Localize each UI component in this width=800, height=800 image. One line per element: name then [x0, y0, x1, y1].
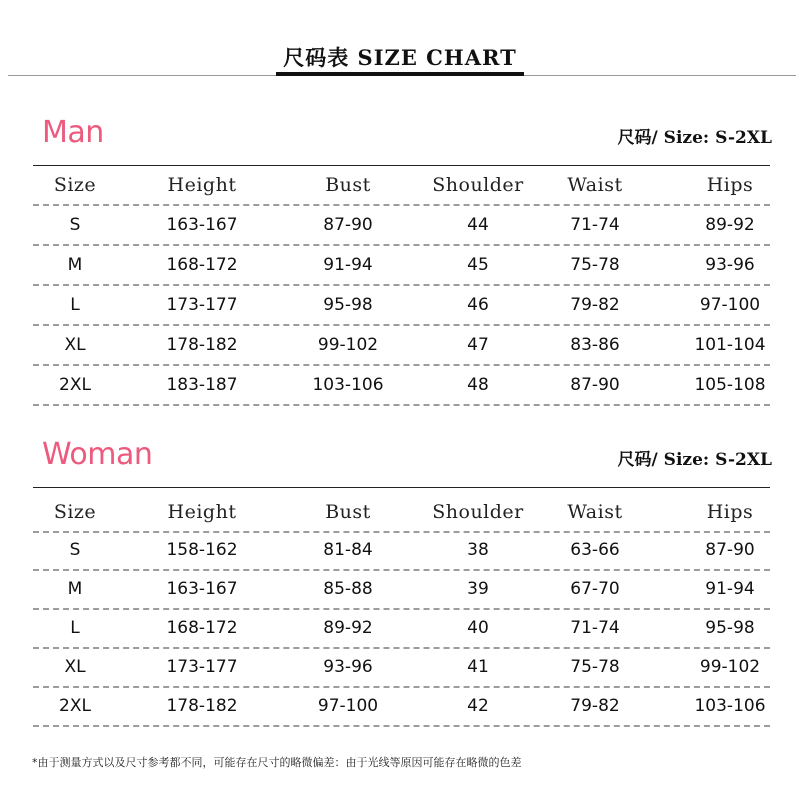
table-row: [33, 570, 770, 610]
column-header-size: Size: [53, 174, 97, 196]
cell-waist: 79-82: [570, 295, 620, 315]
table-row: [33, 687, 770, 727]
column-header-hips: Hips: [706, 174, 754, 196]
cell-shoulder: 38: [467, 540, 489, 560]
section-heading: Man: [42, 115, 104, 150]
cell-height: 173-177: [166, 657, 238, 677]
cell-hips: 95-98: [705, 618, 755, 638]
cell-hips: 105-108: [694, 375, 766, 395]
column-header-shoulder: Shoulder: [432, 501, 524, 523]
column-header-height: Height: [167, 501, 237, 523]
cell-hips: 97-100: [699, 295, 761, 315]
cell-waist: 75-78: [570, 657, 620, 677]
column-header-height: Height: [167, 174, 237, 196]
cell-hips: 101-104: [694, 335, 766, 355]
size-section-woman: [0, 437, 800, 737]
column-header-waist: Waist: [567, 174, 623, 196]
cell-waist: 87-90: [570, 375, 620, 395]
table-row: [33, 609, 770, 649]
section-heading: Woman: [42, 437, 153, 472]
cell-waist: 83-86: [570, 335, 620, 355]
column-header-bust: Bust: [325, 501, 371, 523]
table-row: [33, 246, 770, 286]
cell-size: XL: [64, 335, 86, 355]
table-row: [33, 286, 770, 326]
size-range-label: 尺码/ Size: S-2XL: [617, 450, 772, 470]
table-header-row: [33, 493, 770, 533]
cell-height: 178-182: [166, 335, 238, 355]
cell-size: L: [70, 295, 80, 315]
cell-size: L: [70, 618, 80, 638]
cell-bust: 97-100: [317, 696, 379, 716]
cell-bust: 91-94: [323, 255, 373, 275]
column-header-hips: Hips: [706, 501, 754, 523]
cell-bust: 81-84: [323, 540, 373, 560]
cell-shoulder: 44: [467, 215, 489, 235]
cell-shoulder: 39: [467, 579, 489, 599]
cell-hips: 103-106: [694, 696, 766, 716]
cell-height: 168-172: [166, 618, 238, 638]
size-range-label: 尺码/ Size: S-2XL: [617, 128, 772, 148]
column-header-shoulder: Shoulder: [432, 174, 524, 196]
measurement-disclaimer: *由于测量方式以及尺寸参考都不同，可能存在尺寸的略微偏差：由于光线等原因可能存在略微的色差: [32, 756, 522, 769]
cell-size: M: [67, 579, 83, 599]
column-header-size: Size: [53, 501, 97, 523]
cell-shoulder: 47: [467, 335, 489, 355]
cell-bust: 87-90: [323, 215, 373, 235]
table-row: [33, 366, 770, 406]
cell-bust: 103-106: [312, 375, 384, 395]
cell-waist: 75-78: [570, 255, 620, 275]
cell-shoulder: 40: [467, 618, 489, 638]
section-divider: [33, 487, 770, 488]
size-section-man: [0, 115, 800, 415]
table-row: [33, 648, 770, 688]
cell-size: XL: [64, 657, 86, 677]
table-row: [33, 206, 770, 246]
cell-hips: 93-96: [705, 255, 755, 275]
cell-waist: 67-70: [570, 579, 620, 599]
cell-hips: 87-90: [705, 540, 755, 560]
table-row: [33, 531, 770, 571]
cell-hips: 89-92: [705, 215, 755, 235]
cell-waist: 71-74: [570, 618, 620, 638]
cell-size: 2XL: [59, 375, 91, 395]
cell-bust: 93-96: [323, 657, 373, 677]
cell-height: 158-162: [166, 540, 238, 560]
cell-size: S: [69, 215, 81, 235]
column-header-waist: Waist: [567, 501, 623, 523]
cell-height: 183-187: [166, 375, 238, 395]
cell-height: 163-167: [166, 215, 238, 235]
cell-size: 2XL: [59, 696, 91, 716]
cell-bust: 99-102: [317, 335, 379, 355]
cell-bust: 85-88: [323, 579, 373, 599]
cell-shoulder: 42: [467, 696, 489, 716]
cell-shoulder: 41: [467, 657, 489, 677]
cell-shoulder: 45: [467, 255, 489, 275]
cell-shoulder: 46: [467, 295, 489, 315]
cell-size: S: [69, 540, 81, 560]
cell-hips: 91-94: [705, 579, 755, 599]
cell-bust: 95-98: [323, 295, 373, 315]
title-underline-bar: [276, 72, 524, 76]
cell-waist: 71-74: [570, 215, 620, 235]
cell-height: 163-167: [166, 579, 238, 599]
cell-height: 173-177: [166, 295, 238, 315]
cell-bust: 89-92: [323, 618, 373, 638]
page-title: 尺码表 SIZE CHART: [283, 45, 517, 70]
table-row: [33, 326, 770, 366]
column-header-bust: Bust: [325, 174, 371, 196]
cell-waist: 63-66: [570, 540, 620, 560]
cell-hips: 99-102: [699, 657, 761, 677]
cell-height: 168-172: [166, 255, 238, 275]
cell-height: 178-182: [166, 696, 238, 716]
cell-size: M: [67, 255, 83, 275]
cell-waist: 79-82: [570, 696, 620, 716]
table-header-row: [33, 166, 770, 206]
cell-shoulder: 48: [467, 375, 489, 395]
